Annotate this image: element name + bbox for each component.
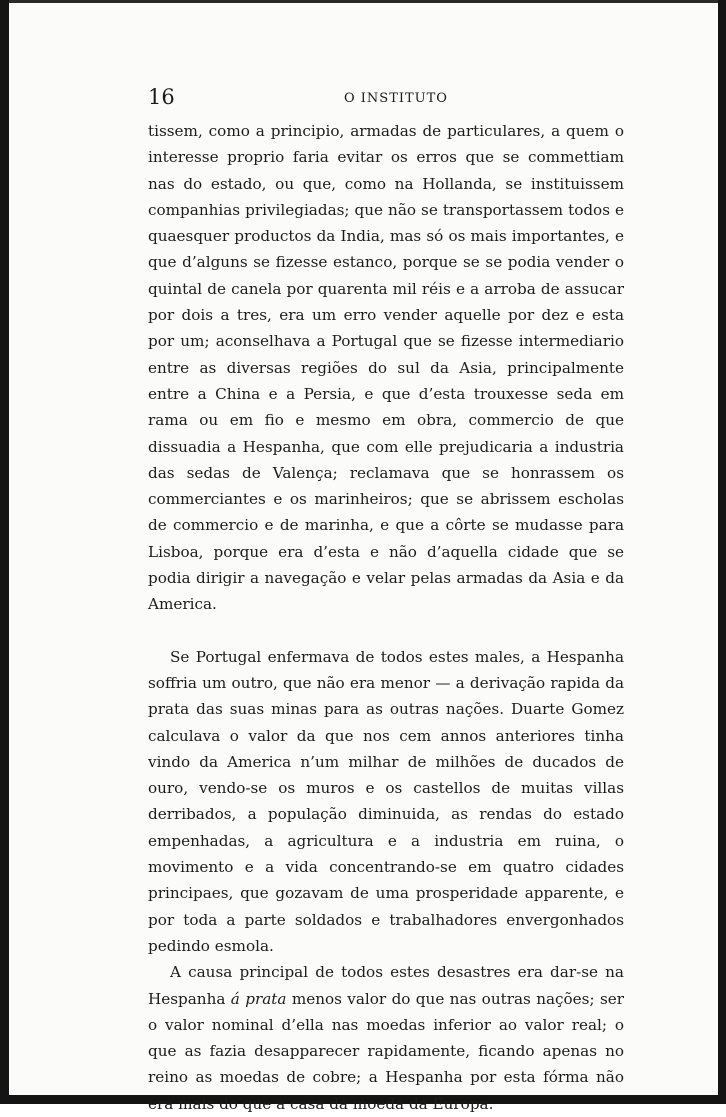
paragraph-3 bbox=[148, 959, 624, 1117]
page-number: 16 bbox=[148, 85, 175, 109]
scan-border-right bbox=[718, 0, 726, 1104]
paragraph-3-emphasis: á prata bbox=[230, 989, 287, 1008]
scan-border-top bbox=[0, 0, 726, 3]
running-title: O INSTITUTO bbox=[344, 91, 448, 106]
page-header bbox=[148, 84, 624, 110]
paragraph-3-part-1: A causa principal de todos estes desastres era dar-se na Hespanha bbox=[148, 963, 624, 1008]
paragraph-3-part-2: menos valor do que nas outras nações; ser o valor nominal d’ella nas moedas inferior ao valor real; o que as fazia desapparecer rapidamente, ficando apenas no reino as moedas de cobre; a Hespanha por esta fórma não era mais do que a casa da moeda da Europa. bbox=[148, 989, 625, 1113]
body-text bbox=[148, 118, 624, 1117]
paragraph-1: tissem, como a principio, armadas de particulares, a quem o interesse proprio faria evitar os erros que se commettiam nas do estado, ou que, como na Hollanda, se instituissem companhias privilegiadas; que não se transportassem todos e quaesquer productos da India, mas só os mais importantes, e que d’alguns se fizesse estanco, porque se se podia vender o quintal de canela por quarenta mil réis e a arroba de assucar por dois a tres, era um erro vender aquelle por dez e esta por um; aconselhava a Portugal que se fizesse intermediario entre as diversas regiões do sul da Asia, principalmente entre a China e a Persia, e que d’esta trouxesse seda em rama ou em fio e mesmo em obra, commercio de que dissuadia a Hespanha, que com elle prejudicaria a industria das sedas de Valença; reclamava que se honrassem os commerciantes e os marinheiros; que se abrissem escholas de commercio e de marinha, e que a côrte se mudasse para Lisboa, porque era d’esta e não d’aquella cidade que se podia dirigir a navegação e velar pelas armadas da Asia e da America. bbox=[148, 122, 624, 614]
scan-border-left bbox=[0, 0, 9, 1104]
paragraph-2: Se Portugal enfermava de todos estes males, a Hespanha soffria um outro, que não era menor — a derivação rapida da prata das suas minas para as outras nações. Duarte Gomez calculava o valor da que nos cem annos anteriores tinha vindo da America n’um milhar de milhões de ducados de ouro, vendo-se os muros e os castellos de muitas villas derribados, a população diminuida, as rendas do estado empenhadas, a agricultura e a industria em ruina, o movimento e a vida concentrando-se em quatro cidades principaes, que gozavam de uma prosperidade apparente, e por toda a parte soldados e trabalhadores envergonhados pedindo esmola. bbox=[148, 647, 624, 955]
